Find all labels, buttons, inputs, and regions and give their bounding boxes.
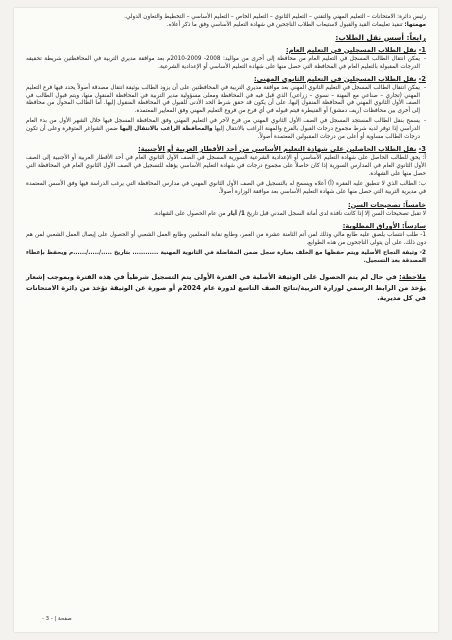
section-4-1-title: نقل الطلاب المسجلين في التعليم العام: <box>285 45 417 54</box>
section-4-2-bullet-2 <box>26 118 426 142</box>
section-4-1-text: - يمكن انتقال الطالب المسجل في التعليم العام من محافظة إلى أخرى من مواليد: 2008- 2009-2010م بعد موافقة مديري التربية في المحافظتين شريطة تحقيقه الدرجات المقبولة بالتعليم العام في المحافظة التي حصل منها على شهادة التعليم الأساسي أو الإعدادية الشرعية. <box>26 56 426 72</box>
section-4-2-bullet-2-post: ضمن الشواغر المتوفرة وعلى أن تكون درجات الطالب مساوية أو أعلى من درجات المقبولين المعتمدة أصولاً. <box>26 126 420 141</box>
section-4-1-heading <box>26 46 426 55</box>
tasks-text: تنفيذ تعليمات القيد والقبول لاستيعاب الطلاب الناجحين في شهادة التعليم الأساسي وفق ما ذكر أعلاه. <box>166 21 405 28</box>
section-4-3-title: نقل الطلاب الحاصلين على شهادة التعليم الأساسي من أحد الأقطار العربية أو الأجنبية: <box>138 144 417 153</box>
note-paragraph <box>26 272 426 304</box>
required-document-1-text: طلب انتساب يلصق عليه طابع مالي وذلك لمن أتم الثامنة عشرة من العمر، وطابع نقابة المعلمين وطابع العمل الشعبي أو الحصول على إيصال العمل الشعبي لمن هم دون ذلك، على أن يتولى الناجحون من هذه الطوابع. <box>26 232 426 247</box>
note-label: ملاحظة: <box>399 273 426 282</box>
section-5-text <box>26 211 426 219</box>
required-document-1: 1- طلب انتساب يلصق عليه طابع مالي وذلك لمن أتم الثامنة عشرة من العمر، وطابع نقابة المعلمين وطابع العمل الشعبي أو الحصول على إيصال العمل الشعبي لمن هم دون ذلك، على أن يتولى الناجحون من هذه الطوابع. <box>26 232 426 247</box>
section-4-2-bullet-2-pre: يسمح بنقل الطالب المستجد المسجل في الصف الأول الثانوي المهني من فرع لآخر في التعليم المهني وفق المحافظة المسجل فيها خلال الشهر الأول من بدء العام الدراسي إذا توفر لديه شرط مجموع درجات القبول بالفرع والمهنة الراغب بالانتقال إليها <box>26 118 420 133</box>
section-4-title: رابعاً: أسس نقل الطلاب: <box>335 32 426 42</box>
section-4-2-heading <box>26 75 426 84</box>
section-4-3-number: 3- <box>418 144 426 153</box>
section-4-3-heading <box>26 145 426 154</box>
document-body <box>26 14 426 306</box>
section-4-3-text-a: أ: يحق للطالب الحاصل على شهادة التعليم الأساسي أو الإعدادية الشرعية السورية المسجل في الصف الأول الثانوي العام في أحد الأقطار العربية أو الأجنبية إلى الصف الأول الثانوي العام في المدارس السورية إذا كان حاصلاً على مجموع درجات في شهادة التعليم الأساسي يؤهله للتسجيل في الصف الأول الثانوي العام في المحافظة التي حصل منها على الشهادة. <box>26 154 426 177</box>
intro-line: رئيس دائرة: الامتحانات – التعليم المهني والتقني – التعليم الثانوي – التعليم الخاص – التعليم الأساسي – التخطيط والتعاون الدولي. <box>124 14 426 20</box>
section-6-title: سادساً: الأوراق المطلوبة: <box>342 222 426 231</box>
section-4-3-text-b: ب: الطالب الذي لا تنطبق عليه الفقرة (أ) أعلاه ويسمح له بالتسجيل في الصف الأول الثانوي المهني في مدارس المحافظة التي يرغب الدراسة فيها وفق الأسس المعتمدة في مديرية التربية التي حصل منها على شهادة التعليم الأساسي بعد موافقة الوزارة أصولاً. <box>26 180 426 195</box>
section-4-2-bullet-1: - يمكن انتقال الطالب المسجل في التعليم الثانوي المهني بعد موافقة مديري التربية في المحافظتين على أن يزود الطالب بوثيقة انتقال مصدقة أصولاً يحدد فيها فرع التعليم المهني (تجاري – صناعي مع المهنة – نسوي – زراعي) الذي قبل فيه في المحافظة ومعلى مسؤولية مدير التربية في المحافظة المنقول منها، ويتم قبول الطالب في الصف الأول الثانوي المهني في المحافظة المنقول إليها، على أن يكون قد حقق شرط الحد الأدنى للقبول في المحافظة المنقول إليها. أما الطالب المحول من محافظة إلى أخرى بين محافظات (ريف دمشق) أو القنيطرة فيتم قبوله في أي فرع من فروع التعليم المهني وفق المعايير المعتمدة. <box>26 85 426 117</box>
note-text: في حال لم يتم الحصول على الوثيقة الأصلية في الفترة الأولى يتم التسجيل شرطياً في هذه الفترة وبموجب إشعار يؤخذ من الرابط الرسمي لوزارة التربية/نتائج الصف التاسع لدورة عام 2024م أو صورة عن الوثيقة تؤخذ من دائرة الامتحانات في كل مديرية. <box>26 273 426 303</box>
section-4-2-number: 2- <box>418 74 426 83</box>
section-4-2-bullet-2-bold: والمحافظة الراغب بالانتقال إليها <box>119 126 213 133</box>
section-5-text-pre: لا تقبل تصحيحات السن إلا إذا كانت نافذة لدى أمانة السجل المدني قبل تاريخ <box>244 210 426 217</box>
document-page <box>14 8 438 632</box>
tasks-paragraph <box>26 22 426 30</box>
section-4-1-number: 1- <box>418 45 426 54</box>
page-number-footer: صفحة | - 3 - <box>42 616 72 622</box>
section-5-text-post: من عام الحصول على الشهادة. <box>153 210 228 217</box>
section-5-text-date: 1/ أيار <box>227 210 245 217</box>
tasks-label: مهمتها: <box>404 21 426 28</box>
section-5-title: خامساً: تصحيحات السن: <box>347 200 426 209</box>
required-document-2-text: وثيقة النجاح الأصلية ويتم حفظها مع الخلف بعبارة سجل ضمن المفاضلة في الثانوية المهنية ............ بتاريخ ...../...../......م ويحفظ بإعطاء المصدقة بعد التسجيل. <box>26 250 426 265</box>
section-4-2-title: نقل الطلاب المسجلين في التعليم الثانوي المهني: <box>253 74 417 83</box>
required-document-2: 2- وثيقة النجاح الأصلية ويتم حفظها مع الخلف بعبارة سجل ضمن المفاضلة في الثانوية المهنية ............ بتاريخ ...../...../......م ويحفظ بإعطاء المصدقة بعد التسجيل. <box>26 250 426 265</box>
